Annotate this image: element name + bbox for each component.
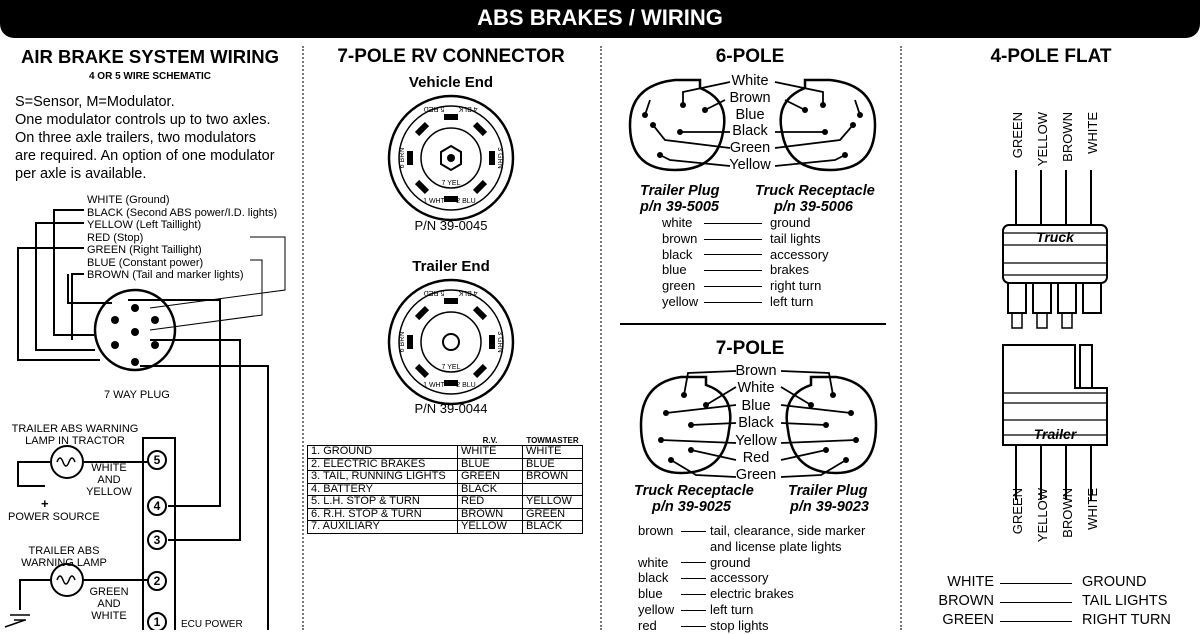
table-cell-func: 4. BATTERY xyxy=(308,483,458,496)
plug-pin xyxy=(1008,283,1026,313)
pin-label: 3 GRN xyxy=(496,331,503,353)
map-function: TAIL LIGHTS xyxy=(1082,593,1168,609)
pin-label: 1 WHT xyxy=(423,198,445,205)
map-wire: brown xyxy=(638,523,674,538)
seven-plug-pn: p/n 39-9023 xyxy=(790,499,869,515)
map-wire: black xyxy=(662,246,693,262)
pin-label: 7 YEL xyxy=(441,364,461,371)
plug-pin xyxy=(1033,283,1051,313)
table-cell-func: 5. L.H. STOP & TURN xyxy=(308,496,458,509)
terminal-number: 5 xyxy=(153,453,161,467)
wire-yellow-loop xyxy=(150,237,285,308)
section-divider xyxy=(620,323,886,325)
wire-white xyxy=(54,210,95,335)
wire-color: Brown xyxy=(729,89,771,106)
desc-line: On three axle trailers, two modulators xyxy=(15,130,256,146)
pin-label: 1 WHT xyxy=(423,382,445,389)
pin-label: 4 BLK xyxy=(458,105,478,112)
map-function: stop lights xyxy=(710,617,769,633)
label-line: TRAILER ABS xyxy=(28,545,100,557)
pin-label: 5 RED xyxy=(423,289,445,296)
wire-color: Black xyxy=(738,415,774,432)
map-connector-line xyxy=(1000,602,1072,603)
wire-label: RED (Stop) xyxy=(87,231,144,244)
pin-label: 6 BRN xyxy=(399,147,406,169)
plug-pin xyxy=(131,358,139,366)
wire-color: Blue xyxy=(741,397,771,414)
table-cell-func: 7. AUXILIARY xyxy=(308,521,458,534)
plug-pin xyxy=(131,304,139,312)
map-function: and license plate lights xyxy=(710,538,842,554)
connector-blade xyxy=(444,298,458,304)
wire-color: White xyxy=(737,380,775,397)
table-row xyxy=(308,446,583,459)
column-divider xyxy=(900,46,902,630)
lamp-ground-wire xyxy=(18,462,50,486)
table-cell-rv: YELLOW xyxy=(458,521,523,534)
four-pole-wire-label: YELLOW xyxy=(1035,488,1050,543)
table-cell-rv: GREEN xyxy=(458,471,523,484)
truck-label: Truck xyxy=(1036,229,1074,245)
map-wire: blue xyxy=(638,586,663,602)
map-connector-line xyxy=(681,594,706,595)
map-connector-line xyxy=(681,578,706,579)
center-pin-dot xyxy=(447,154,455,162)
map-connector-line xyxy=(681,610,706,611)
map-wire: yellow xyxy=(638,602,675,617)
map-wire: WHITE xyxy=(947,574,994,590)
desc-line: One modulator controls up to two axles. xyxy=(15,112,271,128)
wire-color: Green xyxy=(729,140,771,157)
map-wire: white xyxy=(638,554,669,570)
table-cell-func: 3. TAIL, RUNNING LIGHTS xyxy=(308,471,458,484)
rv-wiring-table xyxy=(307,436,583,534)
warning-lamp-tractor-icon xyxy=(51,446,83,478)
plug-pin xyxy=(151,341,159,349)
map-wire: GREEN xyxy=(942,612,994,628)
page-banner xyxy=(0,0,1200,38)
label-line: LAMP IN TRACTOR xyxy=(25,435,125,447)
plus-sign: + xyxy=(41,496,49,511)
table-cell-tm: WHITE xyxy=(523,446,583,459)
four-pole-wire-label: YELLOW xyxy=(1035,112,1050,167)
map-wire: yellow xyxy=(662,294,699,309)
table-cell-tm: BLACK xyxy=(523,521,583,534)
trailer-label: Trailer xyxy=(1033,426,1077,442)
map-function: brakes xyxy=(770,262,810,278)
connector-blade xyxy=(489,335,495,349)
four-pole-wire-label: WHITE xyxy=(1085,112,1100,154)
seven-rec-label: Truck Receptacle xyxy=(634,483,754,499)
wire-blue xyxy=(72,274,84,340)
label-line: WHITE xyxy=(91,610,127,622)
air-brake-subtitle: 4 OR 5 WIRE SCHEMATIC xyxy=(88,71,212,82)
six-pole-colors xyxy=(700,73,800,174)
trailer-end-label: Trailer End xyxy=(412,258,490,275)
map-connector-line xyxy=(681,626,706,627)
plug-pin xyxy=(111,316,119,324)
trailer-pn: P/N 39-0044 xyxy=(414,401,488,416)
ecu-power-label: ECU POWER xyxy=(181,619,243,630)
table-cell-func: 6. R.H. STOP & TURN xyxy=(308,508,458,521)
six-rec-pn: p/n 39-5006 xyxy=(774,199,853,215)
banner-title: ABS BRAKES / WIRING xyxy=(477,5,723,30)
four-pole-wire-label: BROWN xyxy=(1060,112,1075,162)
four-pole-wire-label: GREEN xyxy=(1010,112,1025,159)
pin-label: 2 BLU xyxy=(456,382,476,389)
plug-pin xyxy=(111,341,119,349)
map-connector-line xyxy=(704,239,762,240)
map-function: right turn xyxy=(770,278,822,294)
four-pole-title: 4-POLE FLAT xyxy=(990,46,1112,67)
wire-brown xyxy=(68,274,112,303)
trailer-end-connector xyxy=(386,277,516,407)
connector-blade xyxy=(407,151,413,165)
plug-pin xyxy=(1083,283,1101,313)
six-pole-title: 6-POLE xyxy=(715,46,785,67)
four-pole-wire-label: BROWN xyxy=(1060,488,1075,538)
map-wire: blue xyxy=(662,262,687,278)
table-cell-rv: BLUE xyxy=(458,458,523,471)
terminal-number: 1 xyxy=(153,615,161,629)
label-line: WHITE xyxy=(91,462,127,474)
wire-label: YELLOW (Left Taillight) xyxy=(87,219,202,231)
six-plug-label: Trailer Plug xyxy=(640,183,720,199)
wire-label: BROWN (Tail and marker lights) xyxy=(87,269,244,281)
label-line: TRAILER ABS WARNING xyxy=(11,423,139,435)
map-connector-line xyxy=(704,270,762,271)
six-plug-pn: p/n 39-5005 xyxy=(640,199,719,215)
table-cell-tm: BLUE xyxy=(523,458,583,471)
lamp-tractor-label xyxy=(0,423,150,447)
rv-title: 7-POLE RV CONNECTOR xyxy=(337,46,565,67)
label-line: AND xyxy=(97,598,121,610)
map-connector-line xyxy=(1000,621,1072,622)
map-function: ground xyxy=(710,554,751,570)
ground-symbol xyxy=(5,615,30,627)
seven-rec-pn: p/n 39-9025 xyxy=(652,499,731,515)
four-pole-wire-label: WHITE xyxy=(1085,488,1100,530)
terminal-number: 2 xyxy=(153,574,161,588)
pin-label: 2 BLU xyxy=(456,198,476,205)
map-wire: red xyxy=(638,617,657,633)
map-wire: BROWN xyxy=(938,593,994,609)
table-cell-rv: RED xyxy=(458,496,523,509)
table-row xyxy=(308,508,583,521)
pin-label: 6 BRN xyxy=(399,331,406,353)
table-cell-rv: WHITE xyxy=(458,446,523,459)
wire-color: Yellow xyxy=(735,432,777,449)
wire-label: BLUE (Constant power) xyxy=(87,256,204,269)
map-wire: brown xyxy=(662,230,698,246)
label-line: YELLOW xyxy=(86,486,132,498)
power-source-label: POWER SOURCE xyxy=(8,511,100,523)
pin-label: 4 BLK xyxy=(458,289,478,296)
plug-pin xyxy=(131,328,139,336)
map-wire: green xyxy=(662,278,696,294)
vehicle-end-connector xyxy=(386,93,516,223)
lamp-tractor-wire xyxy=(84,462,134,498)
map-connector-line xyxy=(704,286,762,287)
seven-pole-title: 7-POLE xyxy=(715,338,785,359)
connector-blade xyxy=(489,151,495,165)
table-cell-rv: BROWN xyxy=(458,508,523,521)
terminal-number: 3 xyxy=(153,533,161,547)
lamp-trailer-wire xyxy=(84,586,134,622)
pin-label: 5 RED xyxy=(423,105,445,112)
desc-line: are required. An option of one modulator xyxy=(15,148,275,164)
trailer-socket-pin xyxy=(1080,345,1092,388)
wire-color: Brown xyxy=(735,363,777,379)
lamp-trailer-label xyxy=(0,545,128,569)
six-rec-label: Truck Receptacle xyxy=(755,183,875,199)
desc-line: per axle is available. xyxy=(15,166,147,182)
map-connector-line xyxy=(681,562,706,563)
map-wire: white xyxy=(662,215,693,230)
wire-color: Yellow xyxy=(729,156,771,173)
label-line: WARNING LAMP xyxy=(21,557,107,569)
table-header: TOWMASTER xyxy=(526,436,579,445)
wire-color: Green xyxy=(735,467,777,484)
vehicle-end-label: Vehicle End xyxy=(408,74,494,91)
map-wire: black xyxy=(638,570,669,586)
table-cell-tm xyxy=(523,483,583,496)
wire-color: Blue xyxy=(735,106,765,123)
table-cell-tm: BROWN xyxy=(523,471,583,484)
plug-pin xyxy=(151,316,159,324)
air-brake-title: AIR BRAKE SYSTEM WIRING xyxy=(21,46,279,67)
air-brake-description xyxy=(15,93,275,183)
table-cell-tm: YELLOW xyxy=(523,496,583,509)
table-cell-func: 1. GROUND xyxy=(308,446,458,459)
wire-label: GREEN (Right Taillight) xyxy=(87,244,202,256)
lamp-ground-wire xyxy=(20,580,50,610)
map-function: accessory xyxy=(710,570,769,586)
table-row xyxy=(308,483,583,496)
plug-pin xyxy=(1058,283,1076,313)
wire-color: White xyxy=(731,73,769,89)
table-cell-tm: GREEN xyxy=(523,508,583,521)
pin-label: 7 YEL xyxy=(441,180,461,187)
plug-label: 7 WAY PLUG xyxy=(104,389,170,401)
wire-black xyxy=(36,223,95,350)
map-connector-line xyxy=(704,302,762,303)
connector-blade xyxy=(407,335,413,349)
terminal-number: 4 xyxy=(153,499,161,513)
map-connector-line xyxy=(704,254,762,255)
connector-blade xyxy=(444,114,458,120)
table-cell-rv: BLACK xyxy=(458,483,523,496)
four-pole-wire-label: GREEN xyxy=(1010,488,1025,535)
wire-color: Red xyxy=(742,450,770,467)
table-cell-func: 2. ELECTRIC BRAKES xyxy=(308,458,458,471)
map-function: left turn xyxy=(770,294,814,309)
map-function: electric brakes xyxy=(710,586,794,602)
label-line: GREEN xyxy=(89,586,129,598)
map-function: RIGHT TURN xyxy=(1082,612,1171,628)
map-function: tail, clearance, side marker xyxy=(710,523,866,538)
seven-pole-colors xyxy=(706,363,806,485)
label-line: AND xyxy=(97,474,121,486)
center-pin xyxy=(443,334,459,350)
seven-plug-label: Trailer Plug xyxy=(788,483,868,499)
map-function: left turn xyxy=(710,602,754,617)
wire-color: Black xyxy=(732,123,768,140)
map-function: accessory xyxy=(770,246,829,262)
map-function: GROUND xyxy=(1082,574,1147,590)
map-connector-line xyxy=(704,223,762,224)
map-function: ground xyxy=(770,215,811,230)
vehicle-pn: P/N 39-0045 xyxy=(414,218,488,233)
pin-label: 3 GRN xyxy=(496,147,503,169)
map-connector-line xyxy=(681,531,706,532)
table-row xyxy=(308,521,583,534)
table-row xyxy=(308,458,583,471)
wire-label: WHITE (Ground) xyxy=(87,194,170,206)
column-divider xyxy=(302,46,304,630)
table-header: R.V. xyxy=(482,436,498,445)
table-row xyxy=(308,471,583,484)
desc-line: S=Sensor, M=Modulator. xyxy=(15,94,175,110)
wire-label: BLACK (Second ABS power/I.D. lights) xyxy=(87,206,278,219)
map-function: tail lights xyxy=(770,230,821,246)
map-connector-line xyxy=(1000,583,1072,584)
table-row xyxy=(308,496,583,509)
